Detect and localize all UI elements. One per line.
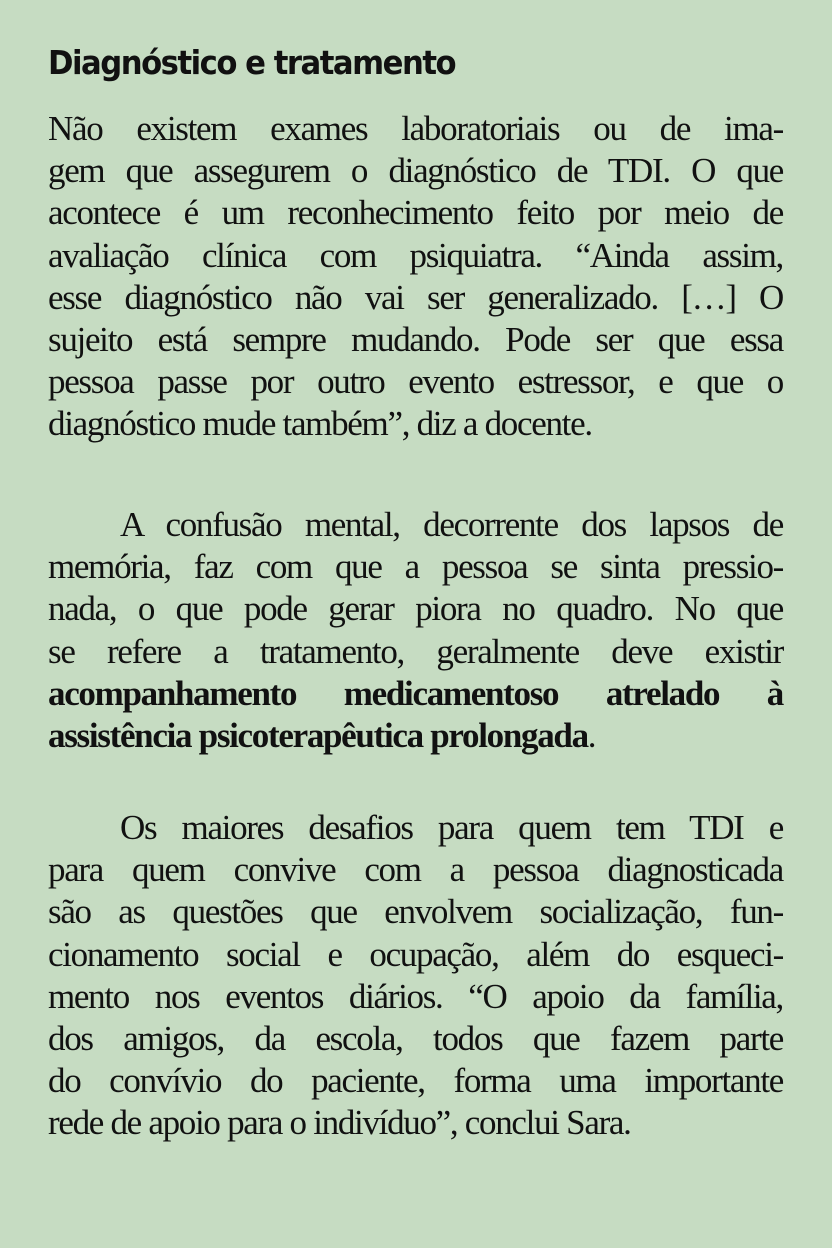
- text-line: diagnóstico mude também”, diz a docente.: [48, 404, 592, 444]
- section-heading: Diagnóstico e tratamento: [48, 43, 456, 82]
- text-line: do convívio do paciente, forma uma importante: [48, 1061, 783, 1101]
- paragraph-treatment: [48, 504, 783, 757]
- period: .: [587, 716, 596, 756]
- text-line: A confusão mental, decorrente dos lapsos de: [120, 505, 783, 544]
- text-line: Os maiores desafios para quem tem TDI e: [120, 808, 783, 847]
- text-line: gem que assegurem o diagnóstico de TDI. O que: [48, 151, 783, 191]
- text-line: cionamento social e ocupação, além do esqueci-: [48, 934, 783, 974]
- text-line: mento nos eventos diários. “O apoio da família,: [48, 976, 783, 1016]
- text-line: nada, o que pode gerar piora no quadro. No que: [48, 589, 783, 629]
- text-line: acontece é um reconhecimento feito por meio de: [48, 193, 783, 233]
- text-line: rede de apoio para o indivíduo”, conclui Sara.: [48, 1103, 631, 1143]
- bold-text-line: acompanhamento medicamentoso atrelado à: [48, 673, 783, 713]
- text-line: pessoa passe por outro evento estressor, e que o: [48, 362, 783, 402]
- paragraph-challenges: [48, 807, 783, 1145]
- text-line: dos amigos, da escola, todos que fazem parte: [48, 1019, 783, 1059]
- text-line-mixed: [48, 715, 783, 757]
- text-line: Não existem exames laboratoriais ou de ima-: [48, 109, 783, 148]
- text-line: memória, faz com que a pessoa se sinta pressio-: [48, 547, 783, 587]
- text-line: se refere a tratamento, geralmente deve existir: [48, 631, 783, 671]
- text-line: esse diagnóstico não vai ser generalizado. […] O: [48, 277, 783, 317]
- text-line: sujeito está sempre mudando. Pode ser que essa: [48, 320, 783, 360]
- text-line: para quem convive com a pessoa diagnosticada: [48, 850, 783, 890]
- text-line: são as questões que envolvem socialização, fun-: [48, 892, 783, 932]
- paragraph-diagnosis: [48, 108, 783, 446]
- bold-text: assistência psicoterapêutica prolongada: [48, 716, 588, 756]
- text-line: avaliação clínica com psiquiatra. “Ainda assim,: [48, 235, 783, 275]
